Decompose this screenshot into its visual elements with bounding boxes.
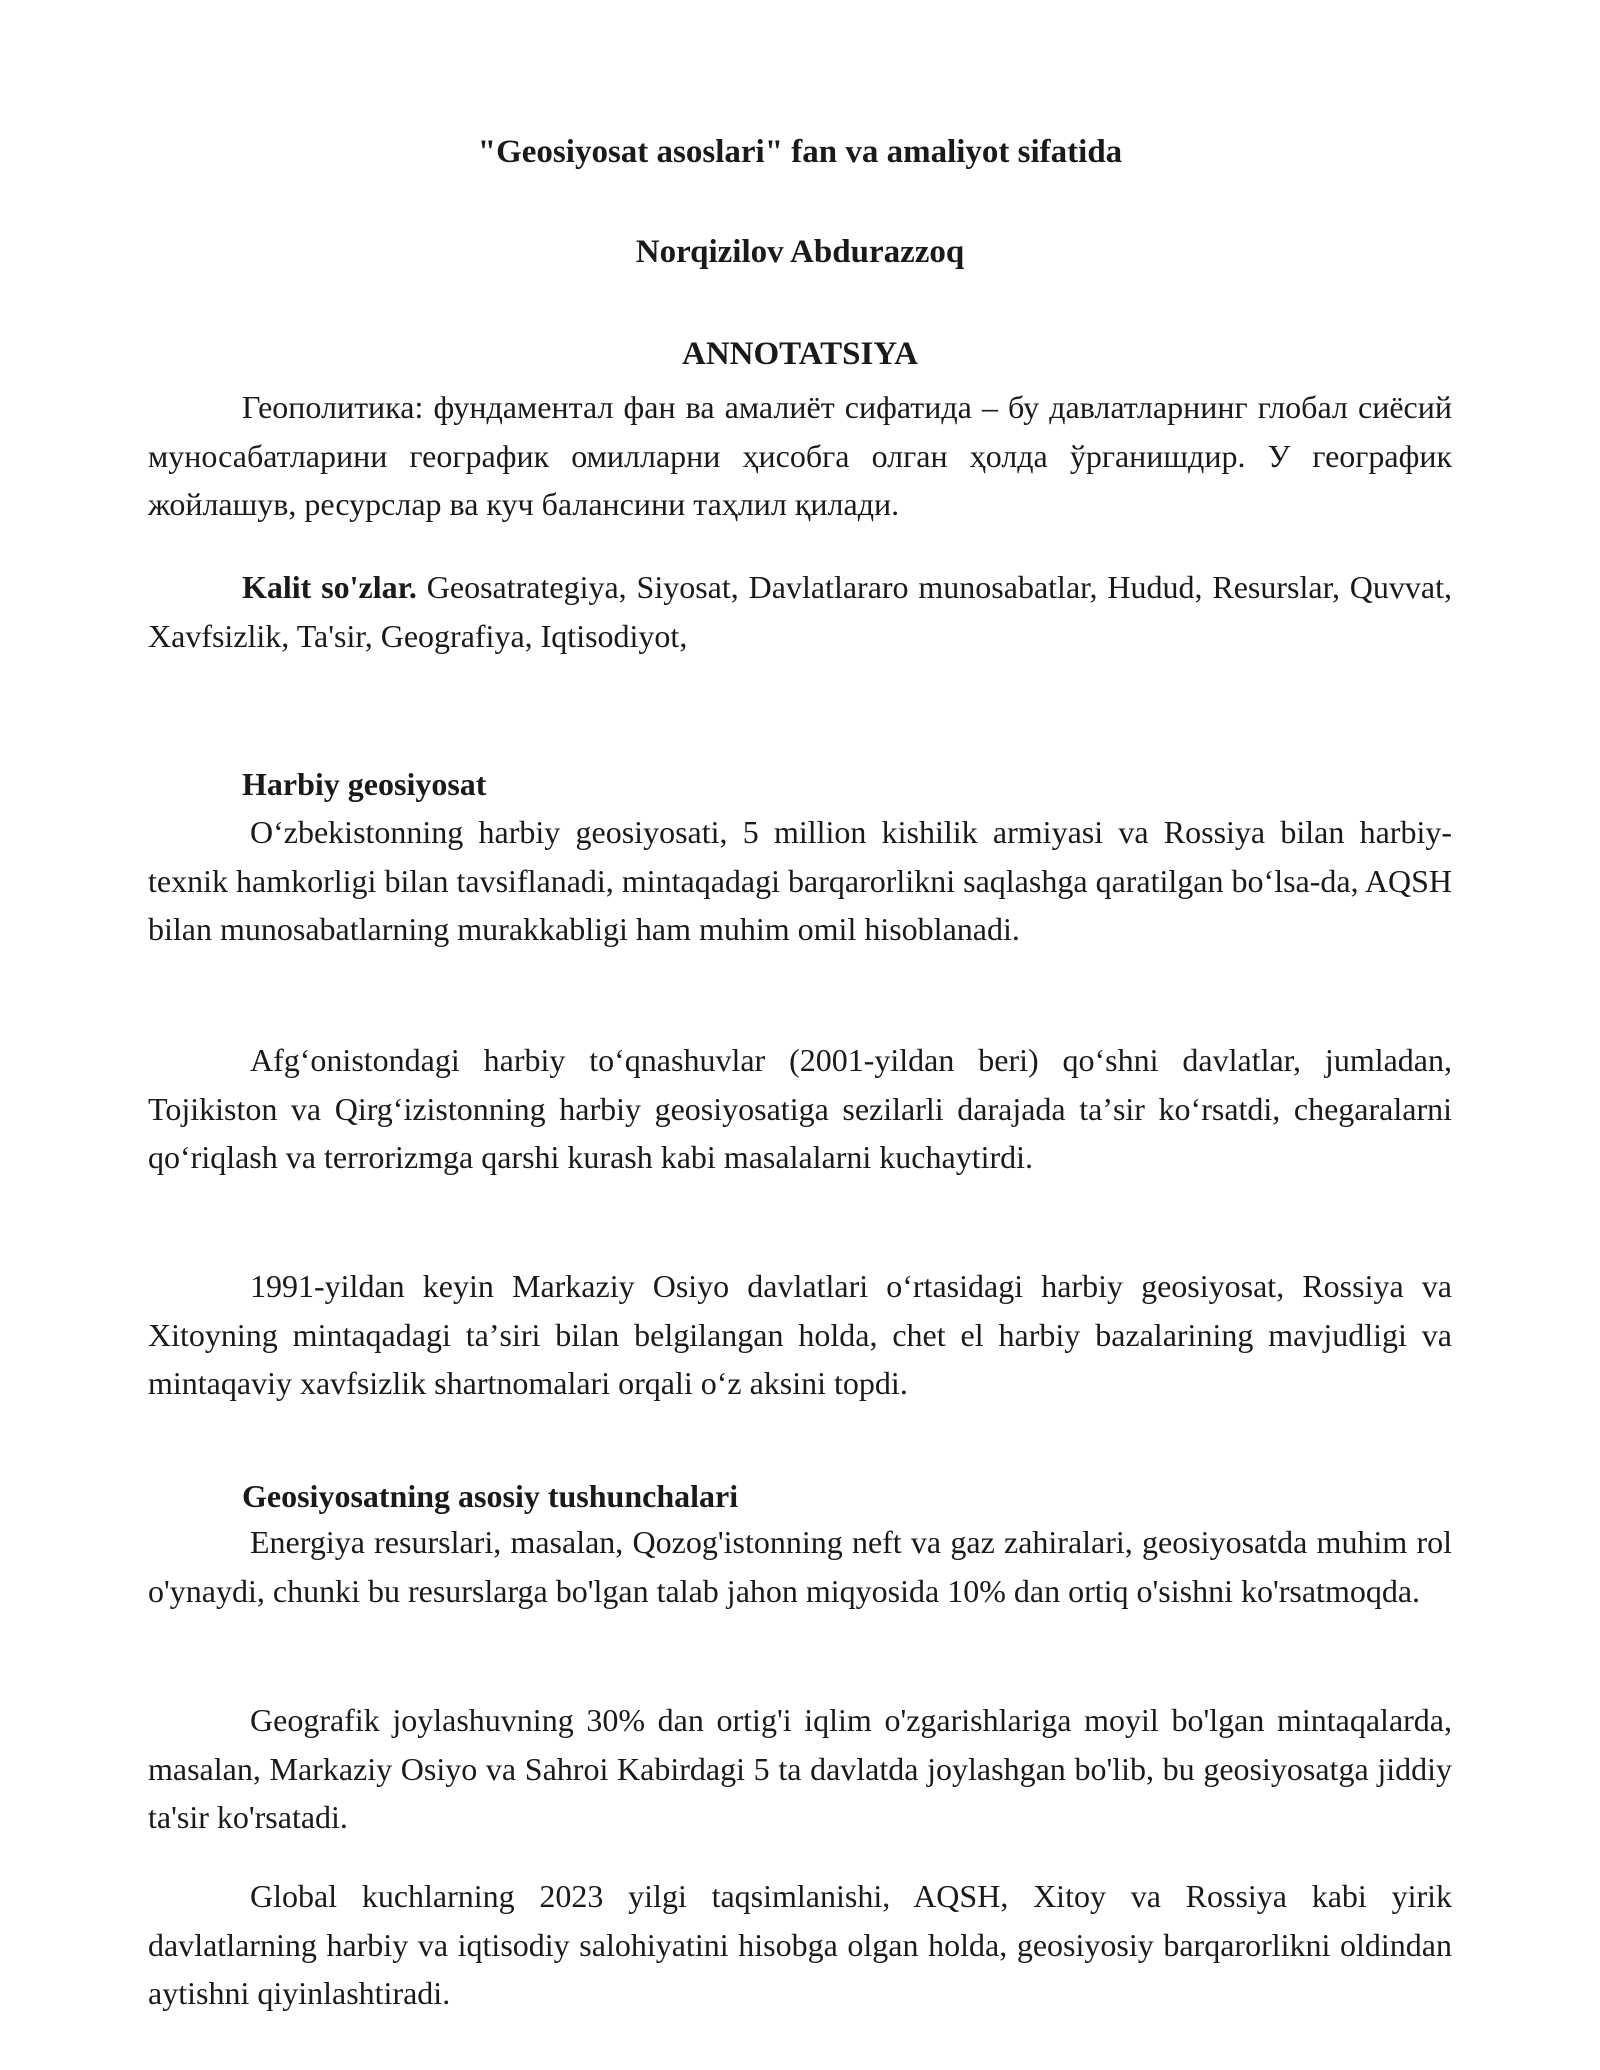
section-heading-asosiy-tushunchalar: Geosiyosatning asosiy tushunchalari xyxy=(242,1478,739,1514)
keywords-label: Kalit so'zlar. xyxy=(242,569,417,605)
keywords-paragraph xyxy=(148,563,1452,660)
section-paragraph: 1991-yildan keyin Markaziy Osiyo davlatlari oʻrtasidagi harbiy geosiyosat, Rossiya va Xitoyning mintaqadagi taʼsiri bilan belgilangan holda, chet el harbiy bazalarining mavjudligi va mintaqaviy xavfsizlik shartnomalari orqali oʻz aksini topdi. xyxy=(148,1268,1452,1401)
section-paragraph: Energiya resurslari, masalan, Qozog'istonning neft va gaz zahiralari, geosiyosatda muhim rol o'ynaydi, chunki bu resurslarga bo'lgan talab jahon miqyosida 10% dan ortiq o'sishni ko'rsatmoqda. xyxy=(148,1524,1452,1609)
document-page xyxy=(148,0,1452,2070)
section-heading-harbiy-geosiyosat: Harbiy geosiyosat xyxy=(242,766,487,802)
author-name: Norqizilov Abdurazzoq xyxy=(635,234,965,270)
document-title: "Geosiyosat asoslari" fan va amaliyot sifatida xyxy=(477,134,1123,170)
section-paragraph: Global kuchlarning 2023 yilgi taqsimlanishi, AQSH, Xitoy va Rossiya kabi yirik davlatlarning harbiy va iqtisodiy salohiyatini hisobga olgan holda, geosiyosiy barqarorlikni oldindan aytishni qiyinlashtiradi. xyxy=(148,1878,1452,2011)
annotation-text: Геополитика: фундаментал фан ва амалиёт сифатида – бу давлатларнинг глобал сиёсий муносабатларини географик омилларни ҳисобга олган ҳолда ўрганишдир. У географик жойлашув, ресурслар ва куч балансини таҳлил қилади. xyxy=(148,389,1452,522)
section-paragraph: Oʻzbekistonning harbiy geosiyosati, 5 million kishilik armiyasi va Rossiya bilan harbiy-texnik hamkorligi bilan tavsiflanadi, mintaqadagi barqarorlikni saqlashga qaratilgan boʻlsa-da, AQSH bilan munosabatlarning murakkabligi ham muhim omil hisoblanadi. xyxy=(148,814,1452,947)
annotation-heading: ANNOTATSIYA xyxy=(682,336,918,372)
section-paragraph: Geografik joylashuvning 30% dan ortig'i iqlim o'zgarishlariga moyil bo'lgan mintaqalarda, masalan, Markaziy Osiyo va Sahroi Kabirdagi 5 ta davlatda joylashgan bo'lib, bu geosiyosatga jiddiy ta'sir ko'rsatadi. xyxy=(148,1702,1452,1835)
keywords-text: Geosatrategiya, Siyosat, Davlatlararo munosabatlar, Hudud, Resurslar, Quvvat, Xavfsizlik, Ta'sir, Geografiya, Iqtisodiyot, xyxy=(148,569,1453,654)
section-paragraph: Afgʻonistondagi harbiy toʻqnashuvlar (2001-yildan beri) qoʻshni davlatlar, jumladan, Tojikiston va Qirgʻizistonning harbiy geosiyosatiga sezilarli darajada taʼsir koʻrsatdi, chegaralarni qoʻriqlash va terrorizmga qarshi kurash kabi masalalarni kuchaytirdi. xyxy=(148,1042,1452,1175)
